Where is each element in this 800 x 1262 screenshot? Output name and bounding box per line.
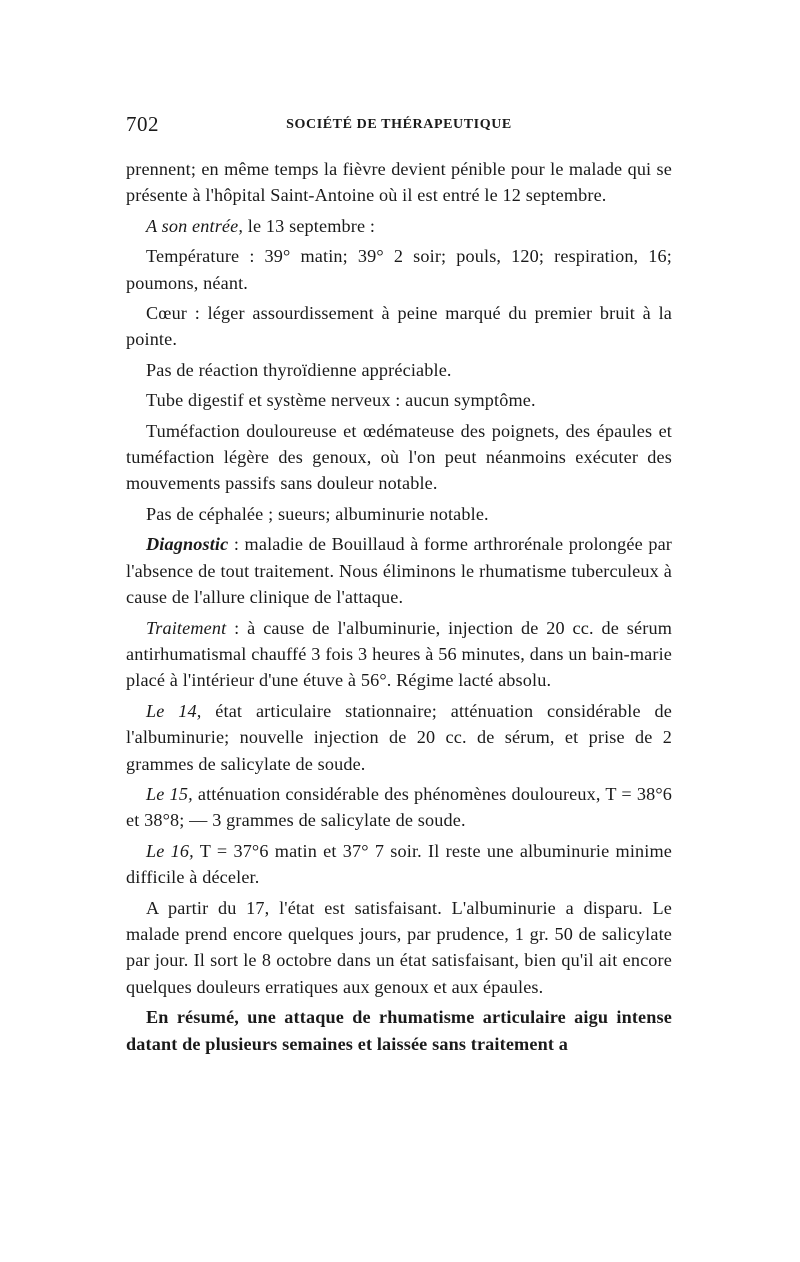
day-16-rest: T = 37°6 matin et 37° 7 soir. Il reste une albuminurie minime difficile à déceler. [126, 840, 673, 888]
treatment-rest: : à cause de l'albuminurie, injection de 20 cc. de sérum antirhumatismal chauffé 3 fois 3 heures à 56 minutes, dans un bain-marie placé à l'intérieur d'une étuve à 56°. Régime lacté absolu. [126, 617, 672, 691]
document-page [126, 112, 672, 1057]
day-15-lead: Le 15, [146, 783, 193, 804]
diagnosis-lead: Diagnostic [146, 534, 229, 555]
entry-date-lead: A son entrée, [146, 215, 244, 236]
day-16-lead: Le 16, [146, 840, 194, 861]
entry-date-rest: le 13 septembre : [243, 215, 376, 236]
diagnosis-rest: : maladie de Bouillaud à forme arthrorénale prolongée par l'absence de tout traitement. Nous éliminons le rhumatisme tuberculeux à cause de l'allure clinique de l'attaque. [126, 534, 672, 608]
paragraph-swelling: Tuméfaction douloureuse et œdémateuse des poignets, des épaules et tuméfaction légère des genoux, où l'on peut néanmoins exécuter des mouvements passifs sans douleur notable. [126, 420, 672, 494]
paragraph-recovery: A partir du 17, l'état est satisfaisant. L'albuminurie a disparu. Le malade prend encore quelques jours, par prudence, 1 gr. 50 de salicylate par jour. Il sort le 8 octobre dans un état satisfaisant, bien qu'il ait encore quelques douleurs erratiques aux genoux et aux épaules. [126, 897, 672, 997]
day-15-rest: atténuation considérable des phénomènes douloureux, T = 38°6 et 38°8; — 3 grammes de salicylate de soude. [126, 783, 673, 831]
paragraph-day-15 [126, 781, 672, 834]
page-number: 702 [126, 112, 159, 136]
paragraph-1: prennent; en même temps la fièvre devient pénible pour le malade qui se présente à l'hôpital Saint-Antoine où il est entré le 12 septembre. [126, 159, 672, 206]
paragraph-summary: En résumé, une attaque de rhumatisme articulaire aigu intense datant de plusieurs semaines et laissée sans traitement a [126, 1007, 672, 1054]
paragraph-day-16 [126, 838, 672, 891]
body-text [126, 156, 672, 1057]
paragraph-digestive: Tube digestif et système nerveux : aucun symptôme. [146, 390, 536, 411]
paragraph-temperature: Température : 39° matin; 39° 2 soir; pouls, 120; respiration, 16; poumons, néant. [126, 246, 672, 293]
paragraph-treatment [126, 615, 672, 694]
day-14-rest: état articulaire stationnaire; atténuation considérable de l'albuminurie; nouvelle injection de 20 cc. de sérum, et prise de 2 grammes de salicylate de soude. [126, 700, 672, 774]
day-14-lead: Le 14, [146, 700, 202, 721]
treatment-lead: Traitement [146, 617, 227, 638]
paragraph-day-14 [126, 698, 672, 777]
paragraph-heart: Cœur : léger assourdissement à peine marqué du premier bruit à la pointe. [126, 303, 672, 350]
paragraph-thyroid: Pas de réaction thyroïdienne appréciable. [146, 359, 452, 380]
paragraph-headache: Pas de céphalée ; sueurs; albuminurie notable. [146, 503, 489, 524]
paragraph-2 [126, 213, 672, 239]
page-header [126, 112, 672, 142]
running-head: SOCIÉTÉ DE THÉRAPEUTIQUE [286, 117, 512, 132]
paragraph-diagnosis [126, 531, 672, 610]
